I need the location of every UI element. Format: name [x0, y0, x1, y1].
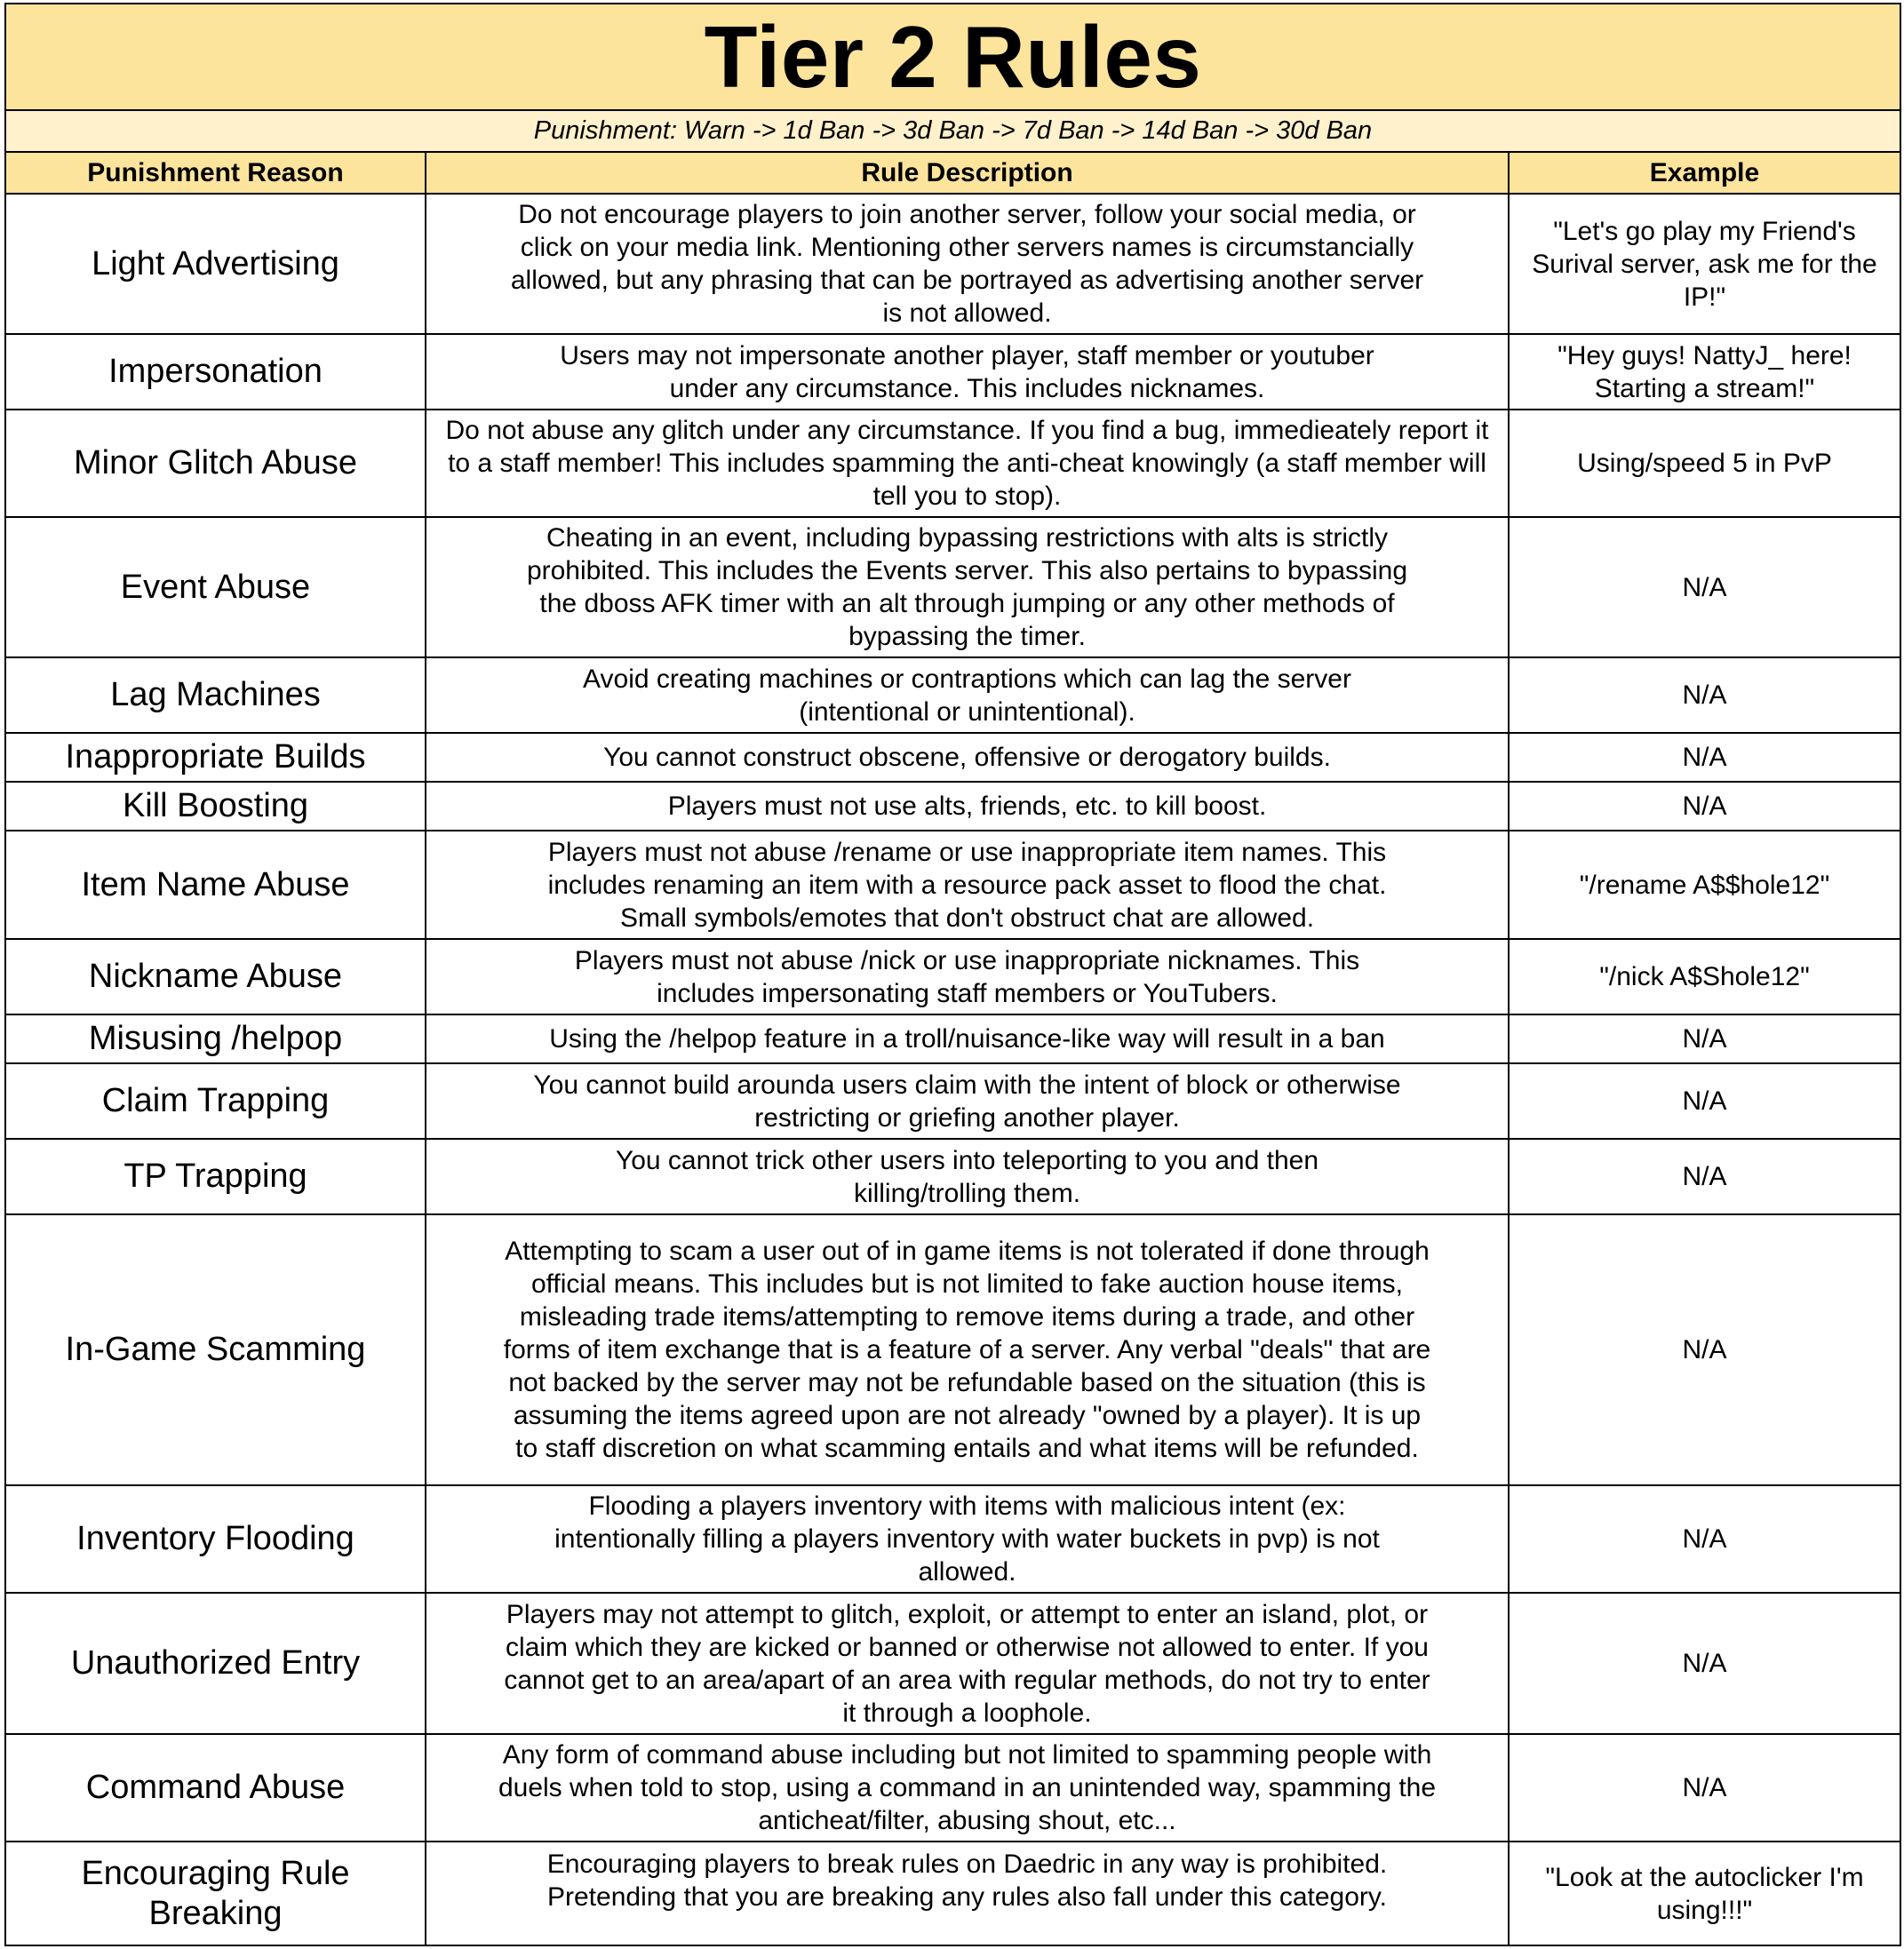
rule-reason: Kill Boosting	[6, 782, 426, 831]
rule-example: N/A	[1509, 1734, 1900, 1842]
rule-example: N/A	[1509, 1014, 1900, 1063]
rule-example: "Let's go play my Friend's Surival server, ask me for the IP!"	[1509, 194, 1900, 334]
rule-description: Do not encourage players to join another server, follow your social media, or click on your media link. Mentioning other servers names is circumstancially allowed, but any phrasing that can be portrayed as advertising another server is not allowed.	[426, 194, 1509, 334]
table-row	[6, 1842, 1900, 1945]
rule-reason: Item Name Abuse	[6, 831, 426, 939]
table-row	[6, 831, 1900, 939]
rule-description: Do not abuse any glitch under any circumstance. If you find a bug, immedieately report it to a staff member! This includes spamming the anti-cheat knowingly (a staff member will tell you to stop).	[426, 410, 1509, 517]
rule-description: You cannot trick other users into teleporting to you and then killing/trolling them.	[426, 1139, 1509, 1214]
rule-reason: Encouraging Rule Breaking	[6, 1842, 426, 1945]
rule-description: Players must not use alts, friends, etc. to kill boost.	[426, 782, 1509, 831]
rule-description: Avoid creating machines or contraptions which can lag the server (intentional or unintentional).	[426, 657, 1509, 733]
table-row	[6, 1063, 1900, 1139]
rule-reason: TP Trapping	[6, 1139, 426, 1214]
rule-example: N/A	[1509, 1593, 1900, 1734]
rule-description: Users may not impersonate another player, staff member or youtuber under any circumstance. This includes nicknames.	[426, 334, 1509, 410]
rule-description: Cheating in an event, including bypassing restrictions with alts is strictly prohibited. This includes the Events server. This also pertains to bypassing the dboss AFK timer with an alt through jumping or any other methods of bypassing the timer.	[426, 517, 1509, 657]
rule-example: N/A	[1509, 517, 1900, 657]
rule-example: N/A	[1509, 1485, 1900, 1593]
rule-description: Flooding a players inventory with items with malicious intent (ex: intentionally filling a players inventory with water buckets in pvp) is not allowed.	[426, 1485, 1509, 1593]
rules-sheet	[4, 3, 1901, 1946]
rule-description: Players may not attempt to glitch, exploit, or attempt to enter an island, plot, or claim which they are kicked or banned or otherwise not allowed to enter. If you cannot get to an area/apart of an area with regular methods, do not try to enter it through a loophole.	[426, 1593, 1509, 1734]
rule-description: Any form of command abuse including but not limited to spamming people with duels when told to stop, using a command in an unintended way, spamming the anticheat/filter, abusing shout, etc...	[426, 1734, 1509, 1842]
rule-example: "Look at the autoclicker I'm using!!!"	[1509, 1842, 1900, 1945]
rule-description: Attempting to scam a user out of in game items is not tolerated if done through official means. This includes but is not limited to fake auction house items, misleading trade items/attempting to remove items during a trade, and other forms of item exchange that is a feature of a server. Any verbal "deals" that are not backed by the server may not be refundable based on the situation (this is assuming the items agreed upon are not already "owned by a player). It is up to staff discretion on what scamming entails and what items will be refunded.	[426, 1214, 1509, 1485]
rule-reason: Nickname Abuse	[6, 939, 426, 1014]
rule-reason: In-Game Scamming	[6, 1214, 426, 1485]
page-title: Tier 2 Rules	[6, 4, 1900, 111]
rule-reason: Lag Machines	[6, 657, 426, 733]
rule-description: Encouraging players to break rules on Daedric in any way is prohibited. Pretending that you are breaking any rules also fall under this category.	[426, 1842, 1509, 1945]
rule-description: Players must not abuse /rename or use inappropriate item names. This includes renaming an item with a resource pack asset to flood the chat. Small symbols/emotes that don't obstruct chat are allowed.	[426, 831, 1509, 939]
table-row	[6, 1214, 1900, 1485]
rule-example: Using/speed 5 in PvP	[1509, 410, 1900, 517]
table-row	[6, 733, 1900, 782]
column-header-description: Rule Description	[426, 153, 1509, 194]
header-row	[6, 153, 1900, 194]
column-header-reason: Punishment Reason	[6, 153, 426, 194]
table-row	[6, 1139, 1900, 1214]
rule-example: "/rename A$$hole12"	[1509, 831, 1900, 939]
table-row	[6, 410, 1900, 517]
table-row	[6, 517, 1900, 657]
rule-example: N/A	[1509, 1063, 1900, 1139]
punishment-ladder: Punishment: Warn -> 1d Ban -> 3d Ban -> 7d Ban -> 14d Ban -> 30d Ban	[6, 111, 1900, 153]
table-row	[6, 782, 1900, 831]
rule-reason: Misusing /helpop	[6, 1014, 426, 1063]
rule-example: N/A	[1509, 1214, 1900, 1485]
table-row	[6, 334, 1900, 410]
table-row	[6, 1014, 1900, 1063]
rule-reason: Impersonation	[6, 334, 426, 410]
table-row	[6, 939, 1900, 1014]
rule-example: N/A	[1509, 1139, 1900, 1214]
rule-example: N/A	[1509, 657, 1900, 733]
rule-reason: Command Abuse	[6, 1734, 426, 1842]
rule-reason: Inventory Flooding	[6, 1485, 426, 1593]
table-row	[6, 1734, 1900, 1842]
column-header-example: Example	[1509, 153, 1900, 194]
table-row	[6, 194, 1900, 334]
rule-description: Players must not abuse /nick or use inappropriate nicknames. This includes impersonating staff members or YouTubers.	[426, 939, 1509, 1014]
table-row	[6, 657, 1900, 733]
table-row	[6, 1485, 1900, 1593]
rule-reason: Minor Glitch Abuse	[6, 410, 426, 517]
rule-description: You cannot build arounda users claim with the intent of block or otherwise restricting or griefing another player.	[426, 1063, 1509, 1139]
rule-reason: Event Abuse	[6, 517, 426, 657]
rule-reason: Light Advertising	[6, 194, 426, 334]
rule-reason: Inappropriate Builds	[6, 733, 426, 782]
rule-reason: Unauthorized Entry	[6, 1593, 426, 1734]
rule-example: N/A	[1509, 733, 1900, 782]
rule-example: "Hey guys! NattyJ_ here! Starting a stream!"	[1509, 334, 1900, 410]
table-row	[6, 1593, 1900, 1734]
rule-reason: Claim Trapping	[6, 1063, 426, 1139]
rule-example: "/nick A$Shole12"	[1509, 939, 1900, 1014]
rule-description: You cannot construct obscene, offensive or derogatory builds.	[426, 733, 1509, 782]
rules-table	[6, 153, 1900, 1945]
rule-example: N/A	[1509, 782, 1900, 831]
rule-description: Using the /helpop feature in a troll/nuisance-like way will result in a ban	[426, 1014, 1509, 1063]
